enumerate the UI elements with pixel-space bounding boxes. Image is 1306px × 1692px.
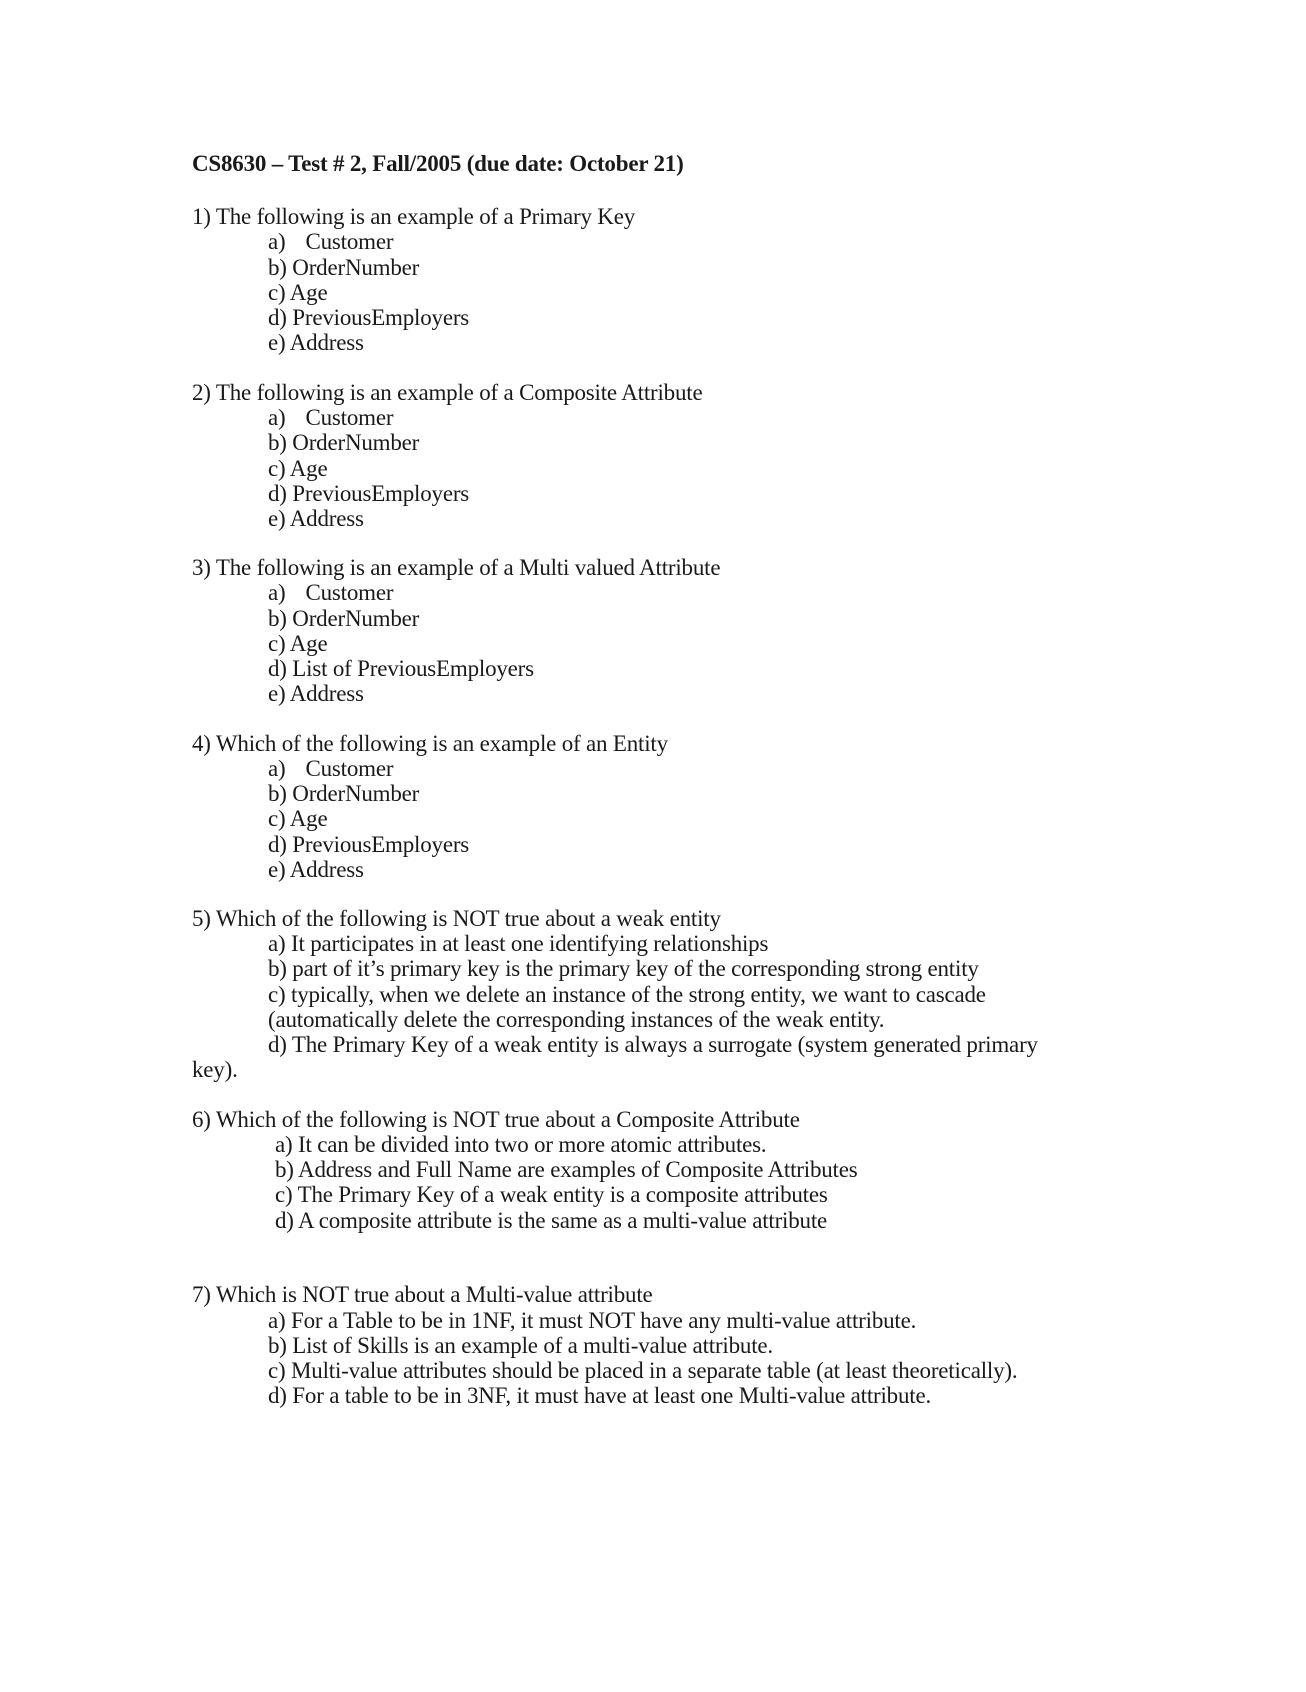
option-letter: a) xyxy=(268,405,286,430)
question-7-option-a: a) For a Table to be in 1NF, it must NOT have any multi-value attribute. xyxy=(268,1308,917,1333)
question-5-option-c: c) typically, when we delete an instance of the strong entity, we want to cascade xyxy=(268,982,986,1007)
question-3-text: 3) The following is an example of a Multi valued Attribute xyxy=(192,555,721,580)
option-letter: a) xyxy=(268,229,286,254)
question-2-option-d: d) PreviousEmployers xyxy=(268,481,470,506)
question-4-option-b: b) OrderNumber xyxy=(268,781,420,806)
question-5-option-b: b) part of it’s primary key is the primary key of the corresponding strong entity xyxy=(268,956,979,981)
option-text: Customer xyxy=(305,580,394,605)
question-2-option-b: b) OrderNumber xyxy=(268,430,420,455)
question-2-option-c: c) Age xyxy=(268,456,328,481)
document-title: CS8630 – Test # 2, Fall/2005 (due date: October 21) xyxy=(192,151,684,176)
question-1-option-a xyxy=(268,229,393,255)
question-7-option-c: c) Multi-value attributes should be placed in a separate table (at least theoretically). xyxy=(268,1358,1018,1383)
question-4-option-a xyxy=(268,756,393,782)
question-4-option-e: e) Address xyxy=(268,857,364,882)
question-6-option-b: b) Address and Full Name are examples of Composite Attributes xyxy=(275,1157,858,1182)
question-7-text: 7) Which is NOT true about a Multi-value attribute xyxy=(192,1282,653,1307)
option-text: Customer xyxy=(305,405,394,430)
question-1-option-e: e) Address xyxy=(268,330,364,355)
question-1-option-b: b) OrderNumber xyxy=(268,255,420,280)
question-1-text: 1) The following is an example of a Primary Key xyxy=(192,204,636,229)
question-7-option-b: b) List of Skills is an example of a multi-value attribute. xyxy=(268,1333,773,1358)
question-4-option-d: d) PreviousEmployers xyxy=(268,832,470,857)
question-5-option-a: a) It participates in at least one identifying relationships xyxy=(268,931,769,956)
question-3-option-c: c) Age xyxy=(268,631,328,656)
question-3-option-e: e) Address xyxy=(268,681,364,706)
question-3-option-d: d) List of PreviousEmployers xyxy=(268,656,534,681)
question-4-text: 4) Which of the following is an example of an Entity xyxy=(192,731,668,756)
question-2-option-e: e) Address xyxy=(268,506,364,531)
option-letter: a) xyxy=(268,580,286,605)
question-6-option-d: d) A composite attribute is the same as a multi-value attribute xyxy=(275,1208,828,1233)
question-1-option-d: d) PreviousEmployers xyxy=(268,305,470,330)
question-4-option-c: c) Age xyxy=(268,806,328,831)
question-6-option-a: a) It can be divided into two or more atomic attributes. xyxy=(275,1132,767,1157)
question-6-option-c: c) The Primary Key of a weak entity is a composite attributes xyxy=(275,1182,828,1207)
option-text: Customer xyxy=(305,756,394,781)
question-6-text: 6) Which of the following is NOT true about a Composite Attribute xyxy=(192,1107,800,1132)
question-5-option-d: d) The Primary Key of a weak entity is always a surrogate (system generated primary xyxy=(268,1032,1038,1057)
question-7-option-d: d) For a table to be in 3NF, it must have at least one Multi-value attribute. xyxy=(268,1383,932,1408)
option-letter: a) xyxy=(268,756,286,781)
question-2-option-a xyxy=(268,405,393,431)
question-3-option-b: b) OrderNumber xyxy=(268,606,420,631)
question-1-option-c: c) Age xyxy=(268,280,328,305)
question-5-option-c-cont: (automatically delete the corresponding instances of the weak entity. xyxy=(268,1007,885,1032)
question-3-option-a xyxy=(268,580,393,606)
question-5-text: 5) Which of the following is NOT true about a weak entity xyxy=(192,906,721,931)
question-5-option-d-cont: key). xyxy=(192,1057,238,1082)
option-text: Customer xyxy=(305,229,394,254)
question-2-text: 2) The following is an example of a Composite Attribute xyxy=(192,380,703,405)
